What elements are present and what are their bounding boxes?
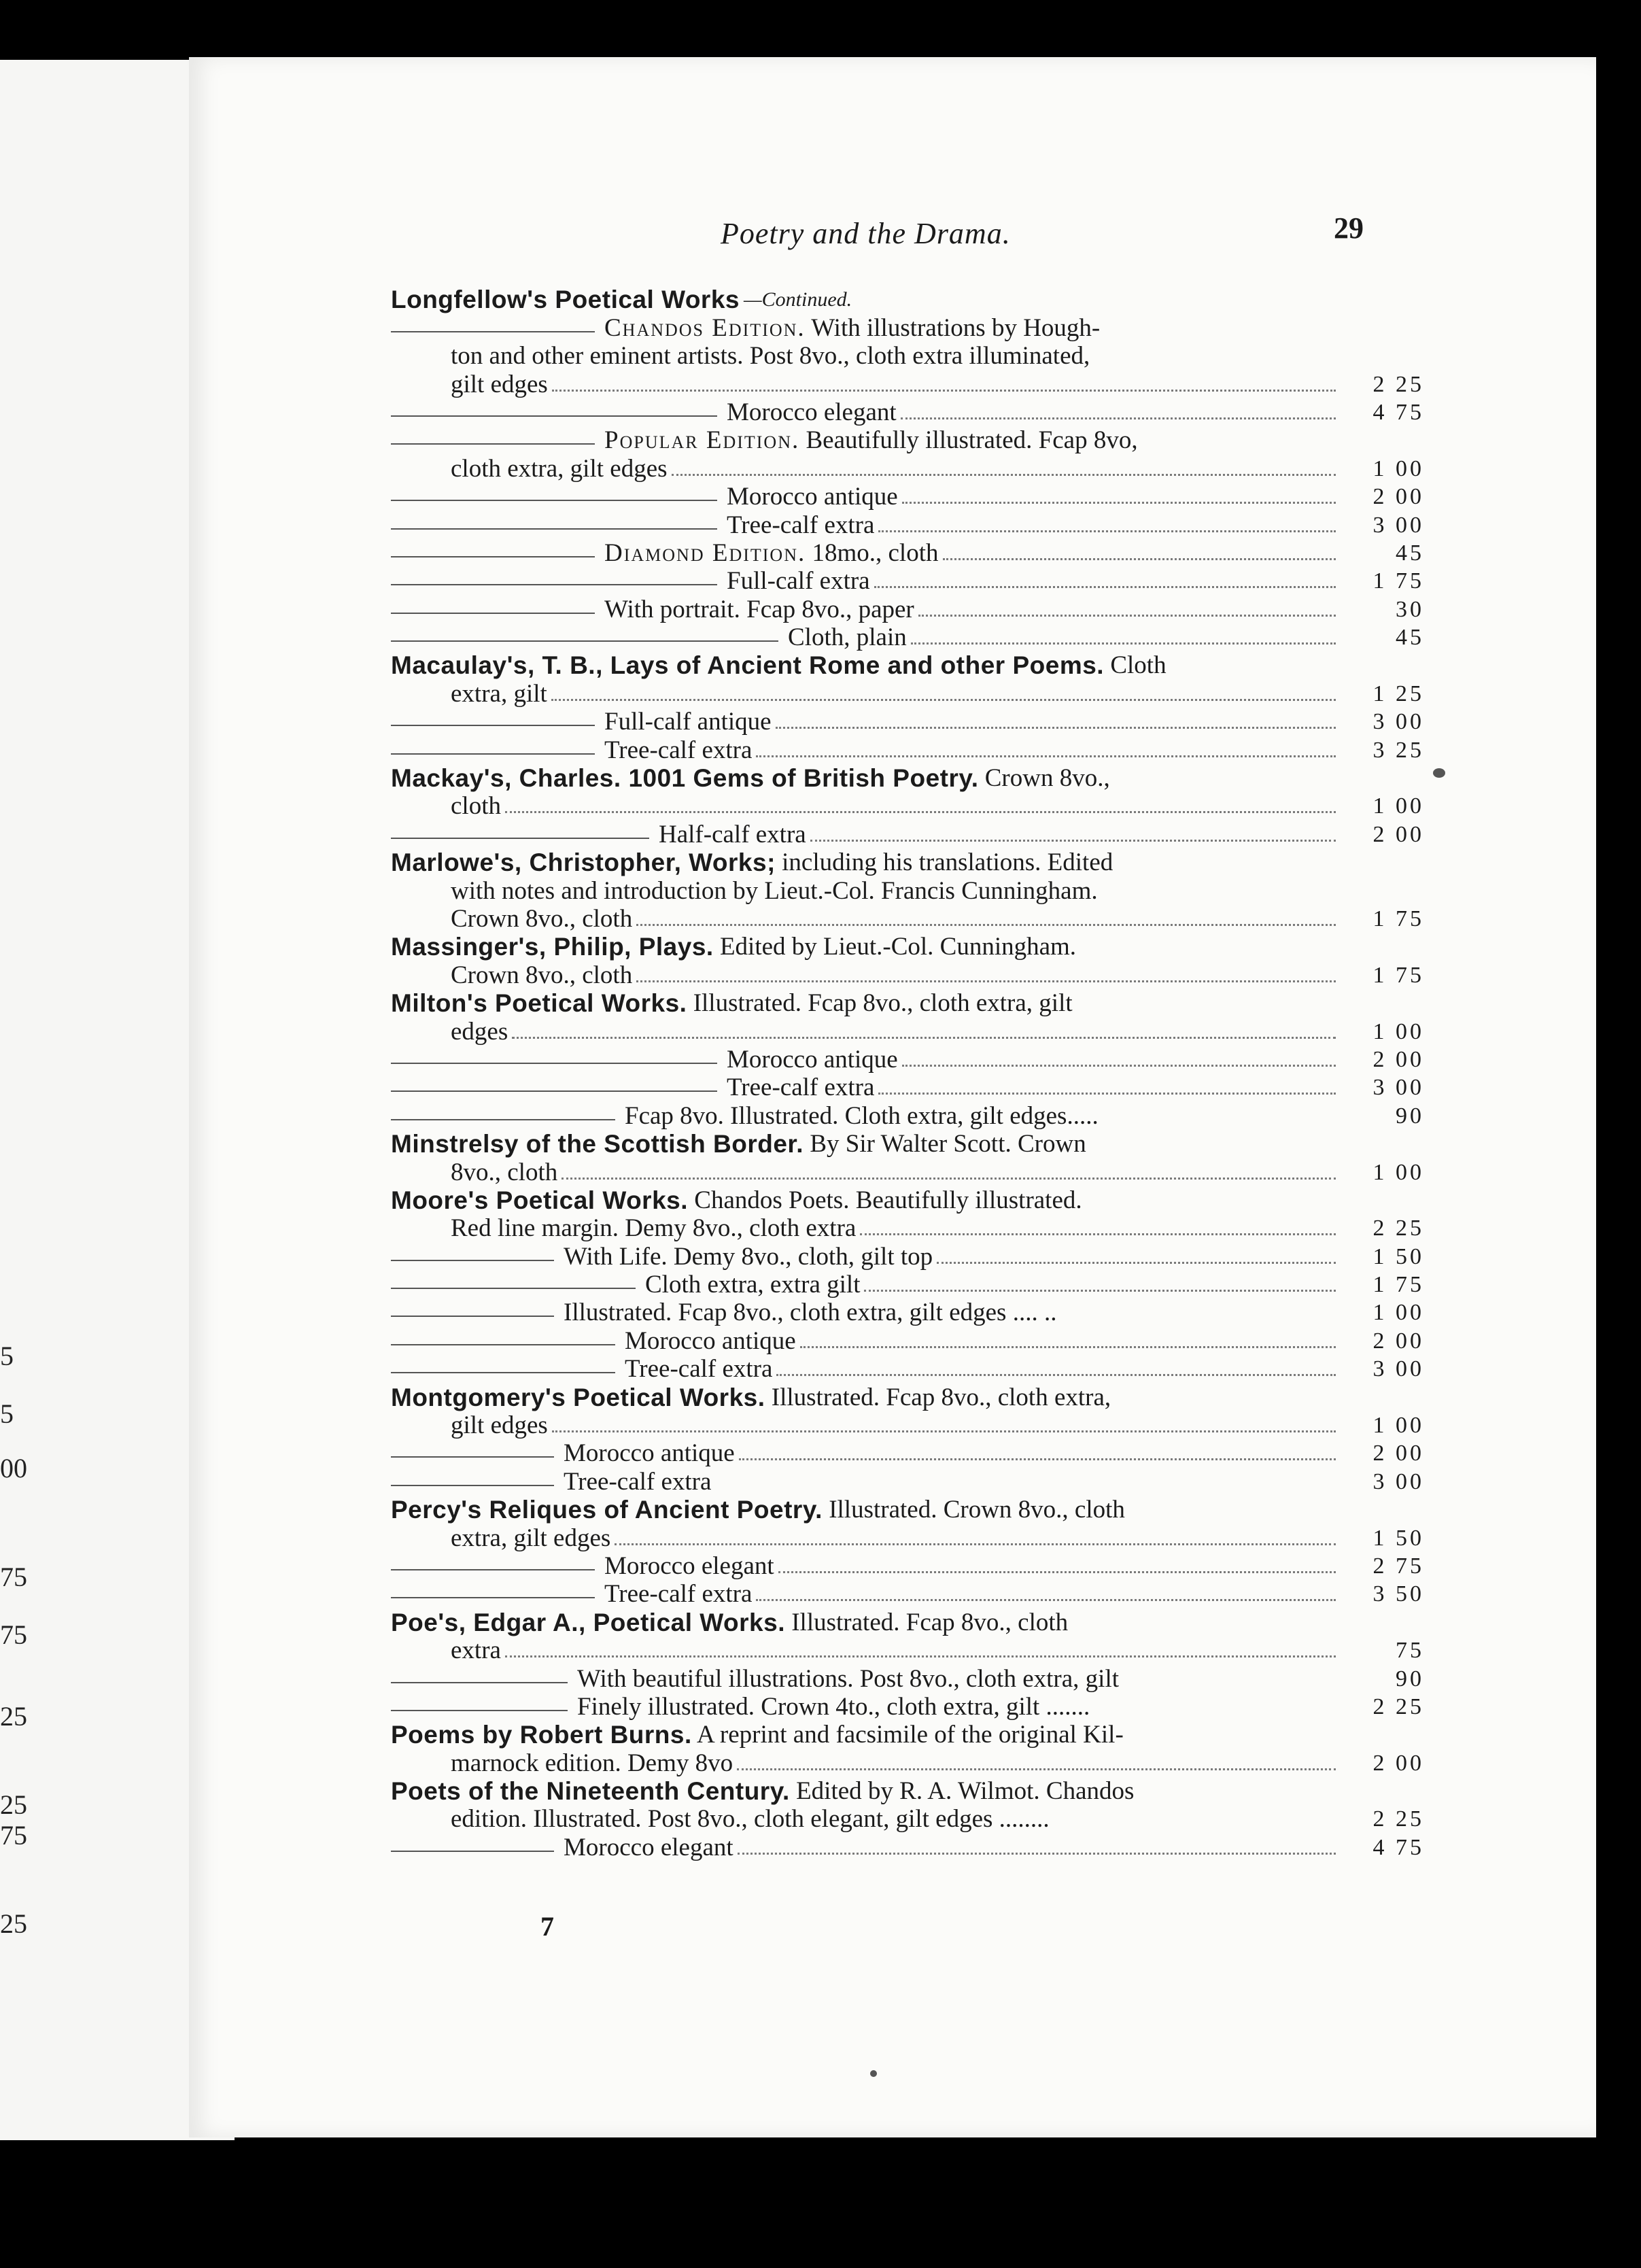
dot-leader	[776, 727, 1336, 729]
price: 75	[1396, 1638, 1424, 1664]
entry-line	[391, 454, 1424, 483]
signature-mark: 7	[540, 1911, 554, 1942]
dot-leader	[778, 1571, 1336, 1573]
price: 2 00	[1372, 484, 1424, 510]
entry-text: Illustrated. Fcap 8vo., cloth	[784, 1608, 1069, 1636]
dot-leader	[860, 1233, 1336, 1235]
entry-text: Red line margin. Demy 8vo., cloth extra	[451, 1214, 857, 1243]
dot-leader	[737, 1768, 1336, 1770]
entry-text: Edited by R. A. Wilmot. Chandos	[789, 1777, 1135, 1806]
entry-heading: Poe's, Edgar A., Poetical Works.	[391, 1608, 785, 1636]
ditto-dash	[391, 725, 595, 726]
entry-text: Crown 8vo., cloth	[451, 904, 633, 933]
entry-text: With Life. Demy 8vo., cloth, gilt top	[564, 1242, 933, 1271]
entry-line	[391, 736, 1424, 764]
ditto-dash	[391, 1597, 595, 1598]
entry-text: gilt edges	[451, 1411, 548, 1440]
edition-name: Popular Edition.	[604, 426, 800, 455]
entry-text: Morocco antique	[727, 483, 898, 511]
entry-text: Cloth, plain	[788, 623, 907, 652]
entry-text: With illustrations by Hough-	[805, 313, 1101, 342]
entry-heading: Milton's Poetical Works.	[391, 989, 687, 1018]
price: 3 50	[1372, 1581, 1424, 1607]
entry-text: gilt edges	[451, 370, 548, 398]
catalog-entry	[391, 651, 1424, 764]
ditto-dash	[391, 1485, 554, 1486]
entry-heading: Poets of the Nineteenth Century.	[391, 1777, 790, 1806]
catalog-entry	[391, 764, 1424, 848]
price: 1 00	[1372, 793, 1424, 819]
ditto-dash	[391, 1710, 568, 1711]
entry-line	[391, 1467, 1424, 1496]
price: 90	[1396, 1103, 1424, 1129]
entry-heading: Marlowe's, Christopher, Works;	[391, 848, 776, 877]
dot-leader	[551, 699, 1336, 701]
entry-heading: Mackay's, Charles. 1001 Gems of British Poetry.	[391, 764, 979, 793]
entry-line	[391, 1692, 1424, 1721]
dot-leader	[636, 924, 1336, 926]
entry-line	[391, 679, 1424, 708]
price: 3 00	[1372, 1075, 1424, 1101]
facing-page-price: 5	[0, 1341, 14, 1371]
entry-text: 8vo., cloth	[451, 1158, 558, 1186]
price: 1 00	[1372, 456, 1424, 481]
price: 2 00	[1372, 1328, 1424, 1354]
dot-leader	[738, 1853, 1336, 1855]
ditto-dash	[391, 1682, 568, 1683]
dot-leader	[874, 586, 1336, 588]
price: 1 75	[1372, 568, 1424, 594]
ditto-dash	[391, 500, 717, 501]
entry-text: Crown 8vo., cloth	[451, 961, 633, 989]
ditto-dash	[391, 584, 717, 585]
entry-text: extra	[451, 1636, 501, 1665]
entry-line	[391, 426, 1417, 454]
entry-line	[391, 904, 1424, 933]
entry-line	[391, 1749, 1424, 1777]
catalog-entry	[391, 1721, 1424, 1777]
ditto-dash	[391, 1344, 615, 1345]
ditto-dash	[391, 1851, 554, 1852]
price: 3 00	[1372, 709, 1424, 735]
entry-text: cloth	[451, 792, 501, 821]
entry-text: Finely illustrated. Crown 4to., cloth extra, gilt .......	[577, 1692, 1090, 1721]
entry-line	[391, 1664, 1424, 1693]
dot-leader	[636, 980, 1336, 982]
entry-line	[391, 511, 1424, 539]
entry-line	[391, 1355, 1424, 1384]
price: 4 75	[1372, 1834, 1424, 1860]
price: 2 00	[1372, 1441, 1424, 1466]
entry-text: including his translations. Edited	[775, 848, 1113, 877]
entry-line	[391, 1439, 1424, 1468]
catalog-entry	[391, 1383, 1424, 1496]
catalog-entry	[391, 1186, 1424, 1384]
ditto-dash	[391, 1569, 595, 1570]
entry-text: Cloth extra, extra gilt	[645, 1271, 861, 1299]
dot-leader	[911, 642, 1336, 645]
dot-leader	[562, 1178, 1336, 1180]
ditto-dash	[391, 1456, 554, 1458]
page-number: 29	[1334, 211, 1364, 245]
entry-line	[391, 595, 1424, 623]
entry-text: Morocco antique	[564, 1439, 735, 1468]
entry-text: extra, gilt edges	[451, 1524, 611, 1552]
entry-line	[391, 1833, 1424, 1861]
entry-text: Full-calf antique	[604, 708, 772, 736]
facing-page-price: 75	[0, 1820, 27, 1851]
entry-heading: Longfellow's Poetical Works	[391, 286, 740, 314]
catalog-entry	[391, 1777, 1424, 1861]
facing-page-price: 00	[0, 1453, 27, 1483]
entry-title-line	[391, 651, 1417, 679]
entry-line	[391, 876, 1417, 904]
entry-line	[391, 1326, 1424, 1355]
entry-heading: Poems by Robert Burns.	[391, 1721, 692, 1749]
dot-leader	[756, 755, 1336, 757]
entry-line	[391, 1805, 1424, 1834]
entry-text: Full-calf extra	[727, 567, 870, 596]
entry-line	[391, 1101, 1424, 1130]
dot-leader	[505, 811, 1336, 813]
ditto-dash	[391, 1316, 554, 1317]
dot-leader	[756, 1599, 1336, 1601]
edition-name: Chandos Edition.	[604, 313, 806, 342]
entry-line	[391, 1636, 1424, 1665]
entry-title-line	[391, 1130, 1417, 1158]
entry-line	[391, 1214, 1424, 1243]
entry-line	[391, 1017, 1424, 1046]
entry-text: A reprint and facsimile of the original Kil-	[691, 1721, 1124, 1749]
entry-title-line	[391, 1777, 1417, 1805]
entry-text: Illustrated. Fcap 8vo., cloth extra, gilt edges .... ..	[564, 1299, 1057, 1327]
entry-line	[391, 1411, 1424, 1440]
catalog-entry	[391, 286, 1424, 652]
entry-text: Morocco elegant	[604, 1551, 774, 1580]
entry-line	[391, 313, 1417, 341]
entry-line	[391, 483, 1424, 511]
dot-leader	[552, 390, 1336, 392]
entry-text: Tree-calf extra	[727, 511, 875, 539]
entry-line	[391, 1524, 1424, 1552]
entry-heading: Minstrelsy of the Scottish Border.	[391, 1130, 804, 1158]
price: 1 25	[1372, 681, 1424, 706]
price: 1 50	[1372, 1525, 1424, 1551]
ditto-dash	[391, 1090, 717, 1092]
entry-text: Morocco antique	[625, 1326, 796, 1355]
entry-title-line	[391, 933, 1417, 961]
ditto-dash	[391, 528, 717, 530]
entry-title-line	[391, 1496, 1417, 1524]
entry-text: ton and other eminent artists. Post 8vo., cloth extra illuminated,	[451, 342, 1090, 371]
entry-title-line	[391, 286, 1417, 313]
continued-mark: —Continued.	[743, 288, 852, 311]
ditto-dash	[391, 1063, 717, 1064]
entry-line	[391, 567, 1424, 596]
price: 1 00	[1372, 1300, 1424, 1326]
entry-heading: Macaulay's, T. B., Lays of Ancient Rome and other Poems.	[391, 651, 1105, 680]
price: 3 00	[1372, 1356, 1424, 1382]
price: 1 00	[1372, 1413, 1424, 1439]
entry-text: By Sir Walter Scott. Crown	[804, 1130, 1086, 1158]
entry-title-line	[391, 1186, 1417, 1214]
entry-line	[391, 623, 1424, 652]
entry-line	[391, 1271, 1424, 1299]
catalog-entry	[391, 989, 1424, 1130]
entry-line	[391, 398, 1424, 426]
entry-title-line	[391, 848, 1417, 876]
price: 1 75	[1372, 962, 1424, 988]
entry-line	[391, 961, 1424, 989]
dot-leader	[878, 1093, 1336, 1095]
dot-leader	[810, 840, 1336, 842]
catalog-entry	[391, 848, 1424, 933]
price: 3 00	[1372, 512, 1424, 538]
entry-text: Tree-calf extra	[604, 1580, 753, 1609]
entry-title-line	[391, 989, 1417, 1017]
price: 2 00	[1372, 1046, 1424, 1072]
price: 2 00	[1372, 821, 1424, 847]
entry-title-line	[391, 1721, 1417, 1749]
ditto-dash	[391, 1288, 636, 1289]
entry-line	[391, 708, 1424, 736]
price: 2 25	[1372, 1216, 1424, 1241]
entry-heading: Percy's Reliques of Ancient Poetry.	[391, 1496, 823, 1524]
entry-text: With portrait. Fcap 8vo., paper	[604, 595, 914, 623]
facing-page-price: 25	[0, 1908, 27, 1939]
dot-leader	[878, 530, 1336, 532]
entry-text: with notes and introduction by Lieut.-Col. Francis Cunningham.	[451, 876, 1098, 905]
catalog-entry	[391, 1608, 1424, 1721]
entry-line	[391, 792, 1424, 821]
running-head: Poetry and the Drama.	[721, 217, 1011, 250]
dot-leader	[512, 1037, 1336, 1039]
scan-background	[0, 2142, 1641, 2268]
entry-text: Morocco elegant	[564, 1833, 733, 1861]
price: 30	[1396, 596, 1424, 622]
dot-leader	[776, 1374, 1336, 1376]
entry-text: Morocco elegant	[727, 398, 897, 426]
entry-text: Tree-calf extra	[604, 736, 753, 764]
dot-leader	[901, 417, 1336, 419]
entry-text: marnock edition. Demy 8vo	[451, 1749, 733, 1777]
catalog-entry	[391, 1130, 1424, 1186]
dot-leader	[937, 1262, 1336, 1264]
entry-text: Tree-calf extra	[625, 1355, 773, 1384]
entry-text: 18mo., cloth	[806, 538, 939, 567]
entry-text: Morocco antique	[727, 1045, 898, 1073]
price: 4 75	[1372, 399, 1424, 425]
dot-leader	[864, 1290, 1336, 1292]
dot-leader	[800, 1346, 1336, 1348]
entry-text: Illustrated. Crown 8vo., cloth	[822, 1496, 1125, 1524]
dot-leader	[902, 502, 1336, 504]
price: 45	[1396, 625, 1424, 651]
entry-text: Beautifully illustrated. Fcap 8vo,	[799, 426, 1138, 455]
ditto-dash	[391, 640, 778, 642]
ditto-dash	[391, 415, 717, 417]
entry-line	[391, 1299, 1424, 1327]
ink-speck	[1433, 768, 1445, 778]
price: 2 25	[1372, 1806, 1424, 1832]
entry-text: extra, gilt	[451, 679, 547, 708]
facing-page-price: 25	[0, 1789, 27, 1820]
dot-leader	[615, 1543, 1336, 1545]
entry-text: Tree-calf extra	[727, 1073, 875, 1102]
entry-line	[391, 1242, 1424, 1271]
price: 2 00	[1372, 1750, 1424, 1776]
entry-text: edition. Illustrated. Post 8vo., cloth elegant, gilt edges ........	[451, 1805, 1050, 1834]
ditto-dash	[391, 556, 595, 557]
dot-leader	[943, 558, 1336, 560]
entry-line	[391, 370, 1424, 398]
dot-leader	[672, 474, 1336, 476]
entry-line	[391, 1045, 1424, 1073]
price: 1 00	[1372, 1159, 1424, 1185]
entry-text: Crown 8vo.,	[978, 764, 1110, 793]
catalog-list	[391, 286, 1424, 1861]
entry-line	[391, 538, 1424, 567]
dot-leader	[918, 615, 1336, 617]
ditto-dash	[391, 1260, 554, 1261]
price: 3 25	[1372, 737, 1424, 763]
entry-text: Cloth	[1104, 651, 1167, 680]
catalog-entry	[391, 933, 1424, 989]
ditto-dash	[391, 838, 649, 839]
dot-leader	[552, 1430, 1336, 1432]
ditto-dash	[391, 1372, 615, 1373]
entry-title-line	[391, 1608, 1417, 1636]
entry-title-line	[391, 764, 1417, 792]
entry-line	[391, 820, 1424, 848]
entry-text: With beautiful illustrations. Post 8vo., cloth extra, gilt	[577, 1664, 1119, 1693]
price: 1 50	[1372, 1243, 1424, 1269]
price: 1 75	[1372, 906, 1424, 931]
entry-text: edges	[451, 1017, 508, 1046]
ink-speck	[870, 2070, 877, 2077]
entry-text: cloth extra, gilt edges	[451, 454, 668, 483]
price: 3 00	[1372, 1468, 1424, 1494]
dot-leader	[505, 1655, 1336, 1657]
edition-name: Diamond Edition.	[604, 538, 806, 567]
price: 2 25	[1372, 1694, 1424, 1719]
ditto-dash	[391, 443, 595, 445]
entry-line	[391, 1551, 1424, 1580]
entry-text: Edited by Lieut.-Col. Cunningham.	[713, 933, 1077, 961]
entry-title-line	[391, 1383, 1417, 1411]
price: 2 25	[1372, 371, 1424, 397]
price: 45	[1396, 540, 1424, 566]
entry-line	[391, 1073, 1424, 1102]
entry-line	[391, 1580, 1424, 1609]
entry-text: Illustrated. Fcap 8vo., cloth extra,	[765, 1383, 1111, 1411]
price: 1 00	[1372, 1018, 1424, 1044]
ditto-dash	[391, 613, 595, 614]
entry-line	[391, 1158, 1424, 1186]
catalog-entry	[391, 1496, 1424, 1609]
price: 2 75	[1372, 1553, 1424, 1579]
ditto-dash	[391, 331, 595, 332]
entry-heading: Massinger's, Philip, Plays.	[391, 933, 714, 961]
facing-page-price: 25	[0, 1701, 27, 1732]
entry-text: Illustrated. Fcap 8vo., cloth extra, gilt	[687, 989, 1073, 1018]
ditto-dash	[391, 1119, 615, 1120]
dot-leader	[902, 1065, 1336, 1067]
entry-line	[391, 342, 1417, 370]
facing-page-price: 75	[0, 1619, 27, 1650]
facing-page-price: 75	[0, 1562, 27, 1592]
entry-text: Chandos Poets. Beautifully illustrated.	[688, 1186, 1082, 1214]
facing-page-price: 5	[0, 1398, 14, 1429]
entry-text: Half-calf extra	[659, 820, 806, 848]
entry-text: Tree-calf extra	[564, 1467, 712, 1496]
entry-heading: Moore's Poetical Works.	[391, 1186, 689, 1214]
entry-text: Fcap 8vo. Illustrated. Cloth extra, gilt edges.....	[625, 1101, 1099, 1130]
dot-leader	[739, 1458, 1336, 1460]
price: 90	[1396, 1666, 1424, 1691]
ditto-dash	[391, 753, 595, 755]
entry-heading: Montgomery's Poetical Works.	[391, 1383, 765, 1411]
price: 1 75	[1372, 1272, 1424, 1298]
